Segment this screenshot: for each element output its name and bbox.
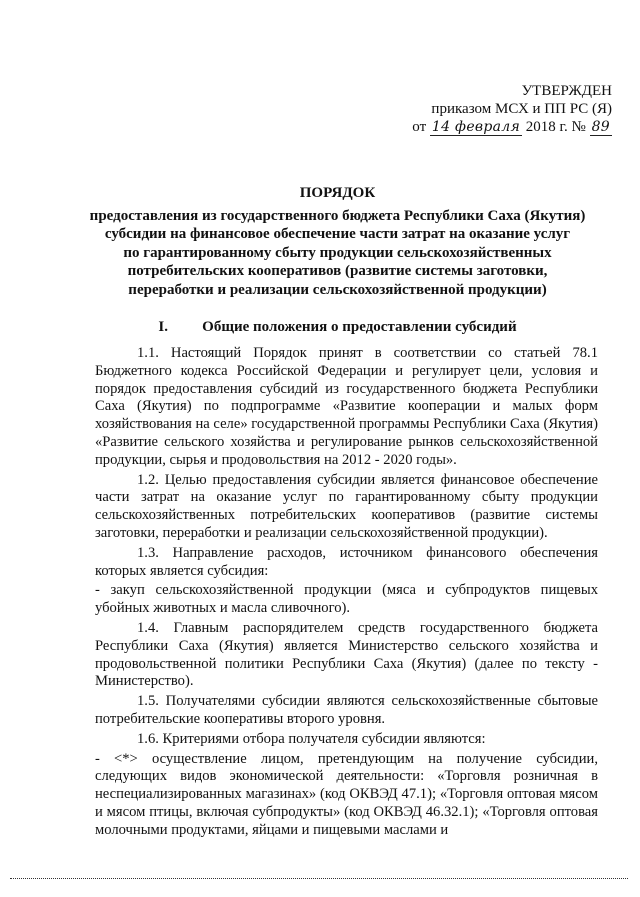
title-line: потребительских кооперативов (развитие системы заготовки, <box>127 263 548 280</box>
title-line: предоставления из государственного бюджета Республики Саха (Якутия) <box>89 207 586 224</box>
handwritten-date: 14 февраля <box>431 119 521 135</box>
title-main: ПОРЯДОК <box>299 185 376 201</box>
paragraph: - закуп сельскохозяйственной продукции (мяса и субпродуктов пищевых убойных животных и масла сливочного). <box>95 582 598 617</box>
document-body <box>95 345 598 842</box>
approval-stamp <box>412 82 612 136</box>
section-title: Общие положения о предоставлении субсидий <box>202 319 517 335</box>
paragraph: 1.1. Настоящий Порядок принят в соответствии со статьей 78.1 Бюджетного кодекса Российской Федерации и регулирует цели, условия и порядок предоставления субсидий из государственного бюджета Республики Саха (Якутия) по подпрограмме «Развитие кооперации и малых форм хозяйствования на селе» государственной программы Республики Саха (Якутия) «Развитие сельского хозяйства и регулирование рынков сельскохозяйственной продукции, сырья и продовольствия на 2012 - 2020 годы». <box>95 345 598 468</box>
paragraph: - <*> осуществление лицом, претендующим на получение субсидии, следующих видов экономической деятельности: «Торговля розничная в неспециализированных магазинах» (код ОКВЭД 47.1); «Торговля оптовая мясом и мясом птицы, включая субпродукты» (код ОКВЭД 46.32.1); «Торговля оптовая молочными продуктами, яйцами и пищевыми маслами и <box>95 750 598 838</box>
title-line: переработки и реализации сельскохозяйственной продукции) <box>128 281 547 298</box>
section-number: I. <box>158 319 168 335</box>
paragraph: 1.3. Направление расходов, источником финансового обеспечения которых является субсидия: <box>95 544 598 579</box>
from-prefix: от <box>412 119 427 135</box>
order-by-label: приказом МСХ и ПП РС (Я) <box>431 101 612 117</box>
approved-label: УТВЕРЖДЕН <box>521 83 612 99</box>
handwritten-order-number: 89 <box>591 119 610 135</box>
year-suffix: 2018 г. № <box>525 119 586 135</box>
paragraph: 1.5. Получателями субсидии являются сельскохозяйственные сбытовые потребительские кооперативы второго уровня. <box>95 693 598 727</box>
section-heading <box>40 318 635 336</box>
page-bottom-divider <box>10 878 628 879</box>
title-line: по гарантированному сбыту продукции сельскохозяйственных <box>123 244 552 261</box>
paragraph: 1.4. Главным распорядителем средств государственного бюджета Республики Саха (Якутия) является Министерство сельского хозяйства и продовольственной политики Республики Саха (Якутия) (далее по тексту - Министерство). <box>95 619 598 690</box>
order-date-line <box>412 118 612 136</box>
paragraph: 1.2. Целью предоставления субсидии является финансовое обеспечение части затрат на оказание услуг по гарантированному сбыту продукции сельскохозяйственных потребительских кооперативов (развитие системы заготовки, переработки и реализации сельскохозяйственной продукции). <box>95 471 598 541</box>
document-title <box>40 184 635 300</box>
title-line: субсидии на финансовое обеспечение части затрат на оказание услуг <box>104 226 571 243</box>
paragraph: 1.6. Критериями отбора получателя субсидии являются: <box>137 730 486 747</box>
